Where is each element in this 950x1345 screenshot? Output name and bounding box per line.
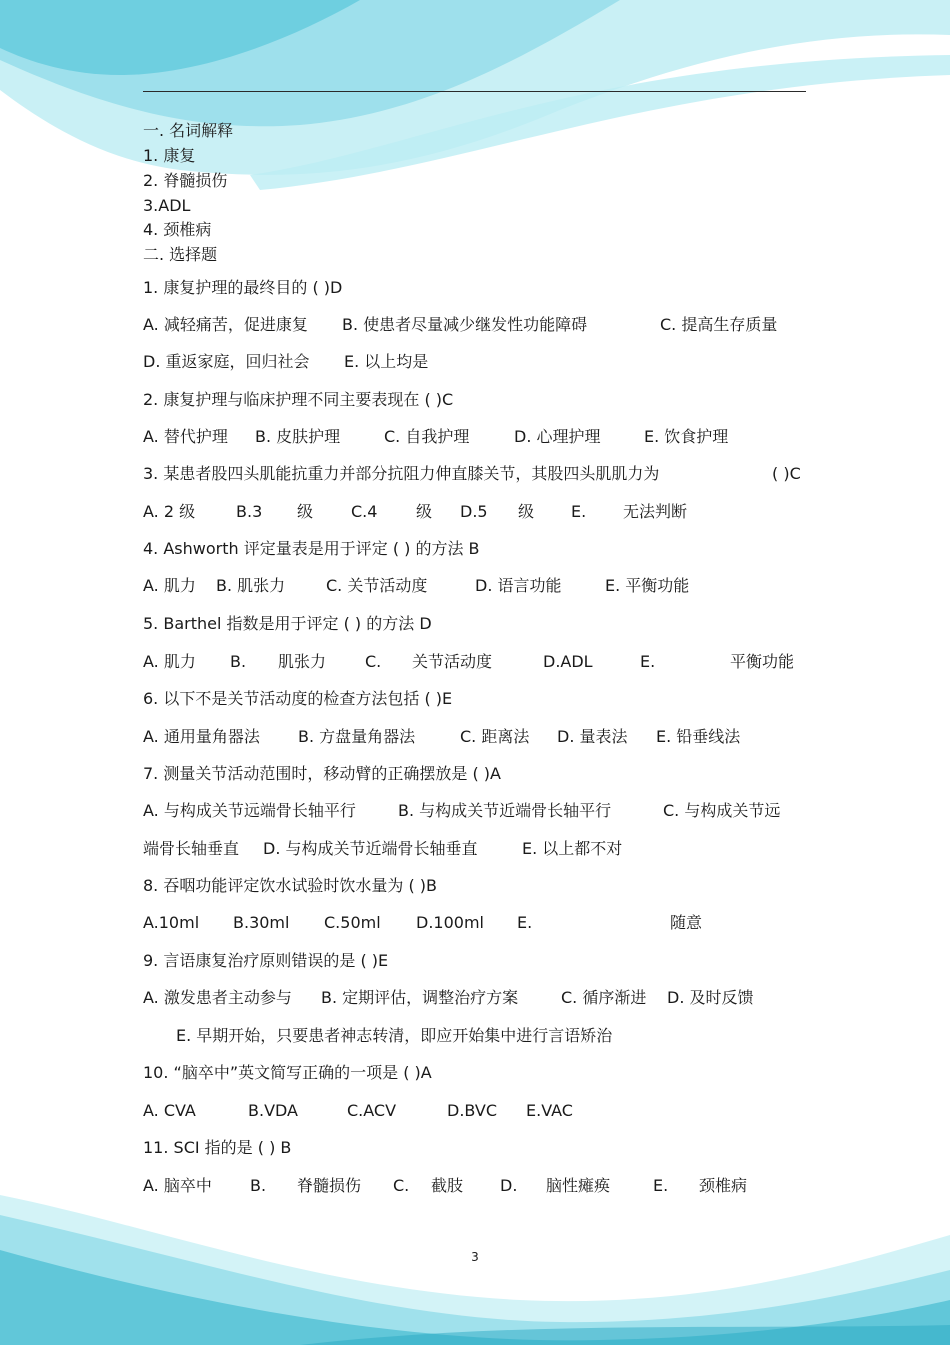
option: D. 量表法 [557,727,628,746]
option: A. 肌力 [143,652,196,671]
option: C.ACV [347,1101,397,1120]
option: C. 自我护理 [384,427,470,446]
option: 截肢 [431,1176,464,1195]
option: C. 提高生存质量 [660,315,778,334]
option: A. 减轻痛苦，促进康复 [143,315,308,334]
option: 脊髓损伤 [297,1176,362,1195]
option: 级 [297,502,314,521]
option: B.30ml [233,913,290,932]
option: 肌张力 [278,652,327,671]
option: D.100ml [416,913,484,932]
option: 级 [416,502,433,521]
option: E. 以上都不对 [522,839,623,858]
option: B. 肌张力 [216,576,286,595]
option: 关节活动度 [412,652,493,671]
section-heading: 二. 选择题 [143,245,218,264]
option: B. 皮肤护理 [255,427,341,446]
option: E. [571,502,587,521]
option: D. 重返家庭，回归社会 [143,352,310,371]
question-stem: 2. 康复护理与临床护理不同主要表现在 ( )C [143,390,454,409]
option: 无法判断 [623,502,688,521]
option: C. [393,1176,410,1195]
option: E. 以上均是 [344,352,429,371]
section-heading: 一. 名词解释 [143,121,234,140]
option: 级 [518,502,535,521]
option: 平衡功能 [730,652,795,671]
option: B. 方盘量角器法 [298,727,416,746]
option: 脑性瘫痪 [546,1176,611,1195]
option: D. [500,1176,518,1195]
option: A. 通用量角器法 [143,727,260,746]
question-stem: 9. 言语康复治疗原则错误的是 ( )E [143,951,389,970]
question-stem: 6. 以下不是关节活动度的检查方法包括 ( )E [143,689,453,708]
question-stem: 8. 吞咽功能评定饮水试验时饮水量为 ( )B [143,876,437,895]
question-stem: 4. Ashworth 评定量表是用于评定 ( ) 的方法 B [143,539,480,558]
option: A. 替代护理 [143,427,228,446]
option: B. 与构成关节近端骨长轴平行 [398,801,612,820]
option: A. 与构成关节远端骨长轴平行 [143,801,356,820]
question-stem: 10. “脑卒中”英文简写正确的一项是 ( )A [143,1063,432,1082]
option: D.ADL [543,652,593,671]
option: C. 与构成关节远 [663,801,781,820]
option: 随意 [670,913,703,932]
option: D. 语言功能 [475,576,562,595]
option: C. 距离法 [460,727,530,746]
question-stem: 7. 测量关节活动范围时，移动臂的正确摆放是 ( )A [143,764,501,783]
term-item: 2. 脊髓损伤 [143,171,228,190]
option: B. 定期评估，调整治疗方案 [321,988,519,1007]
option: B.VDA [248,1101,298,1120]
option: E. 饮食护理 [644,427,729,446]
option: B. 使患者尽量减少继发性功能障碍 [342,315,588,334]
option: B.3 [236,502,263,521]
term-item: 1. 康复 [143,146,196,165]
question-stem: 3. 某患者股四头肌能抗重力并部分抗阻力伸直膝关节，其股四头肌肌力为 [143,464,660,483]
question-stem: 1. 康复护理的最终目的 ( )D [143,278,343,297]
term-item: 4. 颈椎病 [143,220,212,239]
option: 颈椎病 [699,1176,748,1195]
option: A.10ml [143,913,200,932]
option: D.5 [460,502,488,521]
option: E. [517,913,533,932]
option: A. 脑卒中 [143,1176,212,1195]
option: C. 关节活动度 [326,576,428,595]
term-item: 3.ADL [143,196,191,215]
option: E.VAC [526,1101,573,1120]
option: C. [365,652,382,671]
question-stem: 5. Barthel 指数是用于评定 ( ) 的方法 D [143,614,432,633]
option: A. 2 级 [143,502,196,521]
page-number: 3 [471,1250,479,1264]
option: C.50ml [324,913,381,932]
option: A. 肌力 [143,576,196,595]
option: E. [653,1176,669,1195]
question-stem: 11. SCI 指的是 ( ) B [143,1138,292,1157]
option: E. 铅垂线法 [656,727,741,746]
option: B. [250,1176,267,1195]
option: B. [230,652,247,671]
option: D. 与构成关节近端骨长轴垂直 [263,839,478,858]
option: E. 早期开始，只要患者神志转清，即应开始集中进行言语矫治 [176,1026,613,1045]
option: D.BVC [447,1101,498,1120]
option: E. 平衡功能 [605,576,690,595]
answer-key: ( )C [772,464,801,483]
option: A. CVA [143,1101,196,1120]
option: D. 及时反馈 [667,988,754,1007]
option: C.4 [351,502,378,521]
header-rule [143,91,806,92]
option: C. 循序渐进 [561,988,647,1007]
option: D. 心理护理 [514,427,601,446]
option: A. 激发患者主动参与 [143,988,292,1007]
option: 端骨长轴垂直 [143,839,240,858]
option: E. [640,652,656,671]
